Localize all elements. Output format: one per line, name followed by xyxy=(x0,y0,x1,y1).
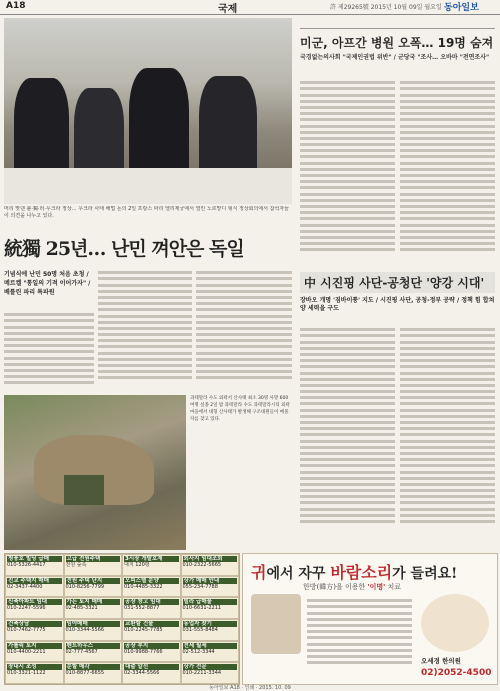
rubble xyxy=(64,475,104,505)
doctor-photo xyxy=(251,594,301,654)
ear-illustration xyxy=(421,594,489,652)
article-column xyxy=(196,268,292,388)
classified-ad-phone: 031-555-8484 xyxy=(182,626,218,633)
side-headline: 中 시진핑 사단-공청단 '양강 시대' xyxy=(300,272,495,293)
classified-ad-phone: 010-4485-3322 xyxy=(124,583,163,590)
classified-ad-title: 공장 창고 임대 xyxy=(124,599,179,605)
classified-ad[interactable] xyxy=(122,597,181,619)
classified-ad[interactable] xyxy=(64,619,123,641)
ad-body-text xyxy=(307,596,412,678)
section-title: 국제 xyxy=(218,4,238,15)
classified-ad-phone: 02-777-4567 xyxy=(65,648,98,655)
ad-headline xyxy=(251,560,457,583)
classified-ad-title: 가톨릭 토지 xyxy=(7,643,62,649)
landslide-photo xyxy=(4,395,186,550)
article-column xyxy=(4,310,94,390)
classified-ad-phone: 010-8256-7799 xyxy=(65,583,105,590)
classified-ad-phone: 010-8877-6655 xyxy=(65,670,105,677)
classified-ad[interactable] xyxy=(5,619,64,641)
classified-ad[interactable] xyxy=(181,597,240,619)
classified-ad[interactable] xyxy=(5,641,64,663)
side-headline: 미군, 아프간 병원 오폭… 19명 숨져 xyxy=(300,36,494,50)
classified-ad-phone: 010-4400-2211 xyxy=(7,648,46,655)
classified-ad-phone: 010-9988-7766 xyxy=(124,648,163,655)
side-subheadline: 장바오 개명 '짐바이퉁' 지도 / 시진핑 사단, 공청-정부 공략 / 정책 힘 합쳐 양 세력을 구도 xyxy=(300,297,495,312)
classified-ad-title: 전원 주택 단지 xyxy=(66,578,121,584)
classified-ad-title: 대출 알선 xyxy=(124,664,179,670)
classified-ad-title: 분할 매각 xyxy=(66,664,121,670)
classified-ad[interactable] xyxy=(122,554,181,576)
classified-ad-title: 전세 월세 xyxy=(183,643,238,649)
newspaper-logo: 동아일보 xyxy=(444,3,479,13)
classified-ad-title: 교환할 건물 xyxy=(124,621,179,627)
classified-ad-title: 고급 전원주택 xyxy=(66,556,121,562)
clinic-advertisement[interactable] xyxy=(242,553,498,685)
classified-ads-grid xyxy=(4,553,240,685)
article-column xyxy=(300,78,395,264)
classified-ad-title: 장내시 조성 xyxy=(7,664,62,670)
page-footer: 동아일보 A18 · 인쇄 · 2015. 10. 09 xyxy=(209,685,291,691)
classified-ad[interactable] xyxy=(122,662,181,684)
classified-ad-phone: 010-3321-1122 xyxy=(7,670,46,677)
classified-ad-phone: 02-485-3321 xyxy=(65,605,98,612)
classified-ad-phone: 전원 숲속 xyxy=(65,562,87,568)
article-column xyxy=(300,325,395,547)
classified-ad[interactable] xyxy=(181,662,240,684)
classified-ad[interactable] xyxy=(5,662,64,684)
classified-ad-phone: 010-5326-4417 xyxy=(7,562,46,568)
ad-headline-mid: 에서 자꾸 xyxy=(266,566,331,582)
classified-ad-title: 건축상담 xyxy=(7,621,62,627)
classified-ad[interactable] xyxy=(181,576,240,598)
classified-ad-title: 3시장 개발호재 xyxy=(124,556,179,562)
classified-ad-title: 가든 토지 매매 xyxy=(66,599,121,605)
classified-ad-phone: 010-3344-5566 xyxy=(65,626,105,633)
classified-ad[interactable] xyxy=(122,576,181,598)
ad-headline-prefix: 귀 xyxy=(251,563,267,582)
photo-caption: 머리 맞댄 불·獨·러·우크라 정상… 우크라 사태 해법 논의 2일 프랑스 파리 엘리제궁에서 열린 노르망디 형식 정상회의에서 참석자들이 의견을 나누고 있다. xyxy=(4,206,289,219)
classified-ad-title: 상가 매매 안내 xyxy=(183,578,238,584)
classified-ad-title: 빌라 급매물 xyxy=(183,599,238,605)
article-column xyxy=(400,78,495,264)
clinic-phone[interactable]: 02)2052-4500 xyxy=(421,668,492,678)
classified-ad-title: 펜트하우스 xyxy=(66,643,121,649)
classified-ad-phone: 055-234-7788 xyxy=(182,583,218,590)
classified-ad-title: 진교 주택지 매매 xyxy=(7,578,62,584)
classified-ad[interactable] xyxy=(64,597,123,619)
article-column xyxy=(400,325,495,547)
classified-ad-phone: 010-2247-5596 xyxy=(7,605,46,612)
classified-ad-phone: 02-3344-5566 xyxy=(124,670,160,677)
classified-ad-title: 청풍호 빌딩 급매 xyxy=(7,556,62,562)
classified-ad-title: 임야매매 xyxy=(66,621,121,627)
classified-ad-title: 오피스텔 분양 xyxy=(124,578,179,584)
classified-ad[interactable] xyxy=(181,619,240,641)
classified-ad-title: 회사지 임대조회 xyxy=(183,556,238,562)
classified-ad-title: 신축아파트 임대 xyxy=(7,599,62,605)
classified-ad[interactable] xyxy=(64,641,123,663)
table-surface xyxy=(4,168,292,204)
ad-subtitle xyxy=(303,582,401,592)
issue-date: 許 제29265號 2015년 10월 09일 월요일 xyxy=(330,4,442,11)
classified-ad[interactable] xyxy=(122,619,181,641)
classified-ad-phone: 031-552-8877 xyxy=(124,605,160,612)
photo-caption: 과테말라 수도 외곽서 산사태 최소 30명 사망 600여명 실종 2일 밤 과테말라 수도 과테말라시티 외곽 마을에서 대형 산사태가 발생해 구조대원들이 매몰자를 찾고 있다. xyxy=(190,396,290,422)
page-header xyxy=(0,0,500,15)
summit-photo xyxy=(4,18,292,204)
classified-ad-phone: 010-2322-5665 xyxy=(182,562,222,568)
ad-subtitle-prefix: 한방(韓方)을 이용한 xyxy=(303,583,368,591)
classified-ad[interactable] xyxy=(122,641,181,663)
classified-ad-phone: 010-6631-2211 xyxy=(182,605,222,612)
classified-ad-phone: 02-3437-4400 xyxy=(7,583,43,590)
ad-subtitle-end: 치료 xyxy=(385,583,402,591)
main-headline: 統獨 25년… 난민 껴안은 독일 xyxy=(4,238,244,260)
classified-ad[interactable] xyxy=(64,662,123,684)
divider xyxy=(300,28,495,29)
classified-ad[interactable] xyxy=(181,554,240,576)
ad-headline-emphasis: 바람소리 xyxy=(330,563,393,582)
classified-ad[interactable] xyxy=(64,554,123,576)
classified-ad-phone: 010-2211-3344 xyxy=(182,670,222,677)
ad-subtitle-emphasis: '이명' xyxy=(367,583,386,591)
side-subheadline: 국경없는의사회 "국제인권법 위반" / 군당국 "조사… 오바마 "전면조사" xyxy=(300,54,490,61)
classified-ad[interactable] xyxy=(5,576,64,598)
classified-ad-phone: 02-512-3344 xyxy=(182,648,215,655)
ad-headline-end: 가 들려요! xyxy=(392,566,458,582)
classified-ad-phone: 010-2245-7785 xyxy=(124,626,163,633)
classified-ad[interactable] xyxy=(5,597,64,619)
classified-ad[interactable] xyxy=(5,554,64,576)
classified-ad-phone: 010-7462-7775 xyxy=(7,626,46,633)
classified-ad-title: 동업자 찾기 xyxy=(183,621,238,627)
clinic-name: 오세경 한의원 xyxy=(421,657,461,665)
page-number: A18 xyxy=(6,1,26,11)
classified-ad-title: 상가 전문 xyxy=(183,664,238,670)
article-column xyxy=(98,268,192,388)
classified-ad-phone: 대지 120평 xyxy=(124,562,150,568)
story-byline: 기념식에 난민 50명 처음 초청 / 메르켈 "통일의 기적 이어가자" / 베를린 파리 특파원 xyxy=(4,271,91,296)
classified-ad[interactable] xyxy=(181,641,240,663)
classified-ad[interactable] xyxy=(64,576,123,598)
classified-ad-title: 공장 부지 xyxy=(124,643,179,649)
